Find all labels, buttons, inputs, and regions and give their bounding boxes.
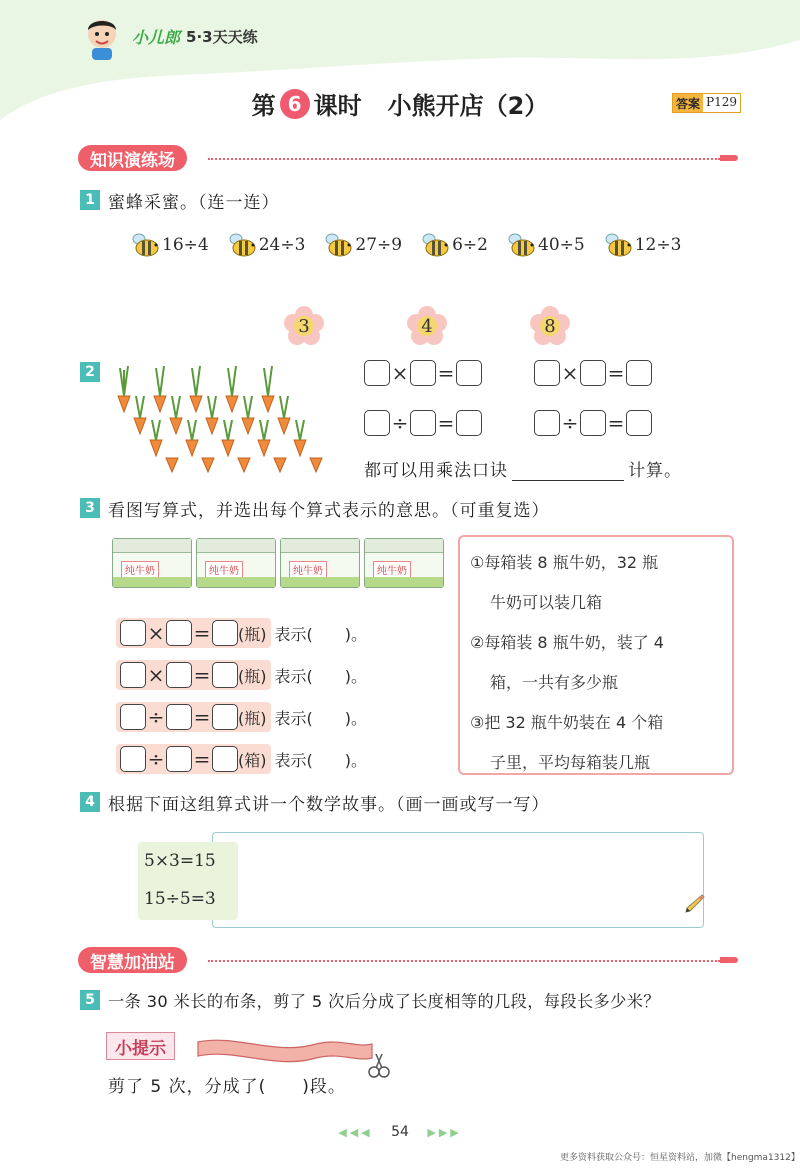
- operator: ÷: [561, 411, 579, 435]
- answer-box[interactable]: [534, 410, 560, 436]
- answer-box[interactable]: [120, 620, 146, 646]
- means-blank[interactable]: 表示( )。: [274, 666, 367, 686]
- answer-box[interactable]: [166, 620, 192, 646]
- answer-box[interactable]: [580, 410, 606, 436]
- answer-box[interactable]: [212, 620, 238, 646]
- fill-blank[interactable]: [512, 463, 624, 481]
- unit-label: (箱): [238, 750, 267, 770]
- answer-page: P129: [706, 95, 737, 109]
- answer-label: 答案: [673, 94, 703, 112]
- answer-box[interactable]: [212, 746, 238, 772]
- lesson-suffix: 课时: [313, 92, 362, 120]
- brand: [78, 14, 258, 58]
- answer-box[interactable]: [626, 360, 652, 386]
- pencil-tip-icon: [720, 155, 738, 161]
- section-banner-wisdom: 智慧加油站: [78, 947, 187, 973]
- bee-icon: [323, 232, 353, 258]
- answer-box[interactable]: [456, 360, 482, 386]
- option-line: 箱，一共有多少瓶: [490, 673, 619, 692]
- operator: ×: [561, 361, 579, 385]
- bee-label: 24÷3: [258, 235, 306, 255]
- prev-arrows-icon: ◀◀◀: [338, 1126, 373, 1139]
- story-equations: [138, 842, 238, 920]
- operator: =: [193, 621, 211, 645]
- page-number: 54: [391, 1124, 409, 1140]
- footer-note: 更多资料获取公众号：恒星资料站，加微【hengma1312】: [560, 1153, 800, 1163]
- bee-icon: [506, 232, 536, 258]
- answer-box[interactable]: [456, 410, 482, 436]
- operator: =: [607, 361, 625, 385]
- bee-item[interactable]: [506, 232, 585, 258]
- flower-icon[interactable]: [530, 306, 570, 346]
- flower-label: 4: [421, 316, 433, 337]
- flower-icon[interactable]: [284, 306, 324, 346]
- pencil-icon: [682, 892, 706, 916]
- bee-icon: [227, 232, 257, 258]
- operator: ×: [147, 663, 165, 687]
- section-banner-practice: 知识演练场: [78, 145, 187, 171]
- milk-boxes: [112, 538, 444, 588]
- milk-box-label: 纯牛奶: [205, 561, 243, 578]
- next-arrows-icon: ▶▶▶: [427, 1126, 462, 1139]
- section-divider: [208, 960, 720, 962]
- milk-box: [364, 538, 444, 588]
- bee-label: 16÷4: [162, 235, 209, 255]
- lesson-number: 6: [280, 89, 310, 119]
- bee-icon: [130, 232, 160, 258]
- milk-box: [196, 538, 276, 588]
- equation-highlight: [116, 618, 271, 648]
- question-text: 一条 30 米长的布条，剪了 5 次后分成了长度相等的几段，每段长多少米？: [108, 992, 660, 1011]
- option-line: 牛奶可以装几箱: [490, 593, 603, 612]
- means-blank[interactable]: 表示( )。: [274, 750, 367, 770]
- operator: ×: [147, 621, 165, 645]
- bee-item[interactable]: [130, 232, 209, 258]
- question-text: 蜜蜂采蜜。（连一连）: [108, 193, 280, 213]
- milk-box-label: 纯牛奶: [289, 561, 327, 578]
- question-number: 1: [80, 190, 100, 210]
- brand-subtitle: 5·3天天练: [186, 27, 258, 46]
- operator: =: [193, 747, 211, 771]
- option-line: ①每箱装 8 瓶牛奶，32 瓶: [470, 553, 659, 572]
- operator: ×: [391, 361, 409, 385]
- answer-box[interactable]: [580, 360, 606, 386]
- answer-reference: [672, 93, 741, 113]
- question-number: 2: [80, 362, 100, 382]
- hint-text[interactable]: 剪了 5 次，分成了( )段。: [108, 1077, 346, 1097]
- bee-item[interactable]: [227, 232, 306, 258]
- sentence-part: 计算。: [628, 461, 682, 481]
- q3-row: [116, 618, 367, 648]
- answer-box[interactable]: [120, 746, 146, 772]
- answer-box[interactable]: [364, 410, 390, 436]
- answer-box[interactable]: [166, 704, 192, 730]
- operator: ÷: [147, 747, 165, 771]
- milk-box-label: 纯牛奶: [373, 561, 411, 578]
- pencil-tip-icon: [720, 957, 738, 963]
- equation-highlight: [116, 744, 271, 774]
- equation-highlight: [116, 702, 271, 732]
- section-divider: [208, 158, 720, 160]
- unit-label: (瓶): [238, 708, 267, 728]
- unit-label: (瓶): [238, 666, 267, 686]
- bee-item[interactable]: [323, 232, 402, 258]
- option-line: 子里，平均每箱装几瓶: [490, 753, 651, 772]
- operator: =: [193, 705, 211, 729]
- bee-label: 40÷5: [538, 235, 585, 255]
- lesson-prefix: 第: [251, 92, 276, 120]
- story-writing-area[interactable]: [212, 832, 704, 928]
- q3-row: [116, 660, 367, 690]
- answer-box[interactable]: [534, 360, 560, 386]
- bee-label: 27÷9: [355, 235, 403, 255]
- means-blank[interactable]: 表示( )。: [274, 624, 367, 644]
- q3-row: [116, 744, 367, 774]
- question-number: 4: [80, 792, 100, 812]
- page-number-row: [0, 1124, 800, 1140]
- carrots-image: [110, 358, 330, 473]
- bee-icon: [420, 232, 450, 258]
- operator: =: [193, 663, 211, 687]
- sentence-part: 都可以用乘法口诀: [364, 461, 508, 481]
- milk-box: [112, 538, 192, 588]
- answer-box[interactable]: [626, 410, 652, 436]
- operator: ÷: [391, 411, 409, 435]
- means-blank[interactable]: 表示( )。: [274, 708, 367, 728]
- answer-box[interactable]: [166, 662, 192, 688]
- answer-box[interactable]: [212, 704, 238, 730]
- story-equation: 15÷5=3: [144, 889, 216, 909]
- answer-box[interactable]: [410, 410, 436, 436]
- unit-label: (瓶): [238, 624, 267, 644]
- option-line: ②每箱装 8 瓶牛奶，装了 4: [470, 633, 664, 652]
- bee-label: 6÷2: [452, 235, 488, 255]
- question-text: 看图写算式，并选出每个算式表示的意思。（可重复选）: [108, 501, 550, 521]
- operator: ÷: [147, 705, 165, 729]
- answer-box[interactable]: [166, 746, 192, 772]
- answer-box[interactable]: [120, 662, 146, 688]
- operator: =: [437, 361, 455, 385]
- q2-sentence: [364, 456, 682, 481]
- equation-highlight: [116, 660, 271, 690]
- flower-label: 8: [544, 316, 556, 337]
- lesson-name: 小熊开店（2）: [387, 92, 549, 120]
- hint-label: 小提示: [106, 1032, 175, 1060]
- answer-box[interactable]: [410, 360, 436, 386]
- operator: =: [437, 411, 455, 435]
- answer-box[interactable]: [212, 662, 238, 688]
- bee-icon: [603, 232, 633, 258]
- brand-name: 小儿郎: [132, 27, 181, 47]
- bee-item[interactable]: [603, 232, 682, 258]
- q3-options-box: [458, 535, 734, 775]
- question-number: 3: [80, 498, 100, 518]
- option-line: ③把 32 瓶牛奶装在 4 个箱: [470, 713, 664, 732]
- q2-equation-1: [364, 360, 482, 386]
- milk-box: [280, 538, 360, 588]
- q2-equation-2: [534, 360, 652, 386]
- q3-equations: [116, 618, 367, 774]
- flower-label: 3: [298, 316, 310, 337]
- q2-equation-3: [364, 410, 482, 436]
- bee-label: 12÷3: [634, 235, 682, 255]
- bee-item[interactable]: [420, 232, 488, 258]
- milk-box-label: 纯牛奶: [121, 561, 159, 578]
- answer-box[interactable]: [120, 704, 146, 730]
- bee-row: [130, 232, 730, 258]
- question-text: 根据下面这组算式讲一个数学故事。（画一画或写一写）: [108, 795, 550, 815]
- q3-row: [116, 702, 367, 732]
- story-equation: 5×3=15: [144, 851, 216, 871]
- question-number: 5: [80, 990, 100, 1010]
- answer-box[interactable]: [364, 360, 390, 386]
- q2-equation-4: [534, 410, 652, 436]
- flower-icon[interactable]: [407, 306, 447, 346]
- operator: =: [607, 411, 625, 435]
- mascot-icon: [78, 12, 126, 60]
